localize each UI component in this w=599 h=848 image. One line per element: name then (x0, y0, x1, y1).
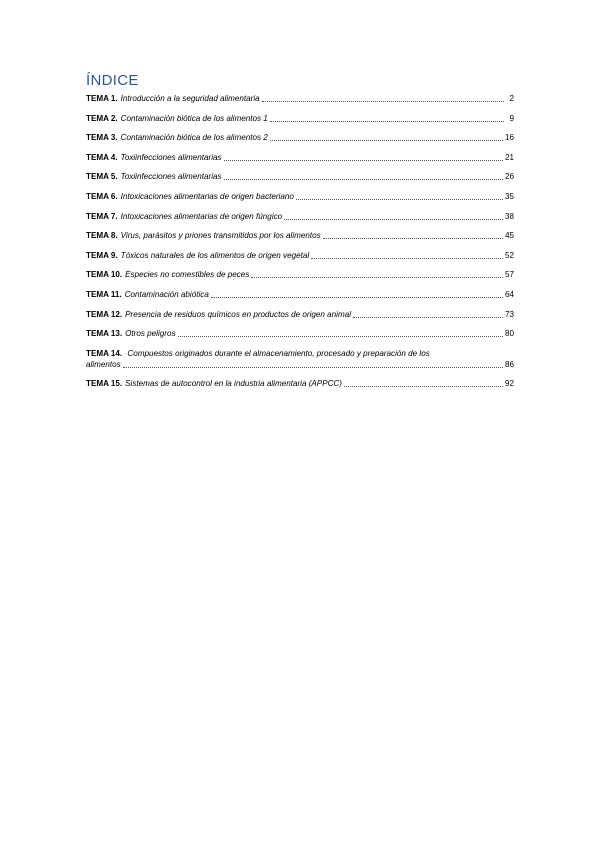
toc-entry-title: Toxiinfecciones alimentarias (120, 172, 222, 182)
toc-entry-title: Especies no comestibles de peces (125, 270, 250, 280)
toc-entry-page: 16 (504, 133, 514, 143)
toc-entry-title: Tóxicos naturales de los alimentos de origen vegetal (120, 250, 310, 260)
dot-leader (251, 276, 503, 278)
toc-entry-number: TEMA 4. (86, 152, 118, 162)
toc-entry-page: 45 (504, 231, 514, 241)
toc-entry-page: 26 (504, 172, 514, 182)
toc-entry[interactable] (86, 309, 514, 320)
toc-entry-page: 64 (504, 289, 514, 299)
dot-leader (178, 335, 503, 337)
toc-entry-number: TEMA 2. (86, 113, 118, 123)
toc-entry-title: Toxiinfecciones alimentarias (120, 152, 222, 162)
toc-entry-number: TEMA 7. (86, 211, 118, 221)
dot-leader (323, 237, 503, 239)
toc-entry-number: TEMA 6. (86, 191, 118, 201)
toc-entry-first-line (86, 348, 514, 359)
document-page (86, 72, 514, 398)
toc-entry-title: Sistemas de autocontrol en la industria alimentaria (APPCC) (125, 379, 342, 389)
toc-entry-number: TEMA 12. (86, 309, 123, 319)
toc-entry-page: 9 (509, 113, 514, 123)
toc-list (86, 93, 514, 389)
toc-entry[interactable] (86, 211, 514, 222)
toc-entry-title: Compuestos originados durante el almacenamiento, procesado y preparación de los (127, 348, 430, 358)
toc-entry-page: 38 (504, 211, 514, 221)
dot-leader (353, 316, 503, 318)
toc-entry-number: TEMA 13. (86, 329, 123, 339)
dot-leader (224, 178, 503, 180)
toc-entry-title: Intoxicaciones alimentarias de origen fúngico (120, 211, 283, 221)
dot-leader (296, 198, 503, 200)
toc-entry[interactable] (86, 289, 514, 300)
toc-entry-title: Otros peligros (125, 329, 176, 339)
toc-entry-second-line (86, 359, 514, 370)
dot-leader (211, 296, 503, 298)
toc-entry-page: 2 (509, 94, 514, 103)
dot-leader (123, 366, 503, 368)
toc-entry[interactable] (86, 113, 514, 124)
toc-entry-title: Intoxicaciones alimentarias de origen bacteriano (120, 191, 294, 201)
toc-entry-title: Presencia de residuos químicos en productos de origen animal (125, 309, 351, 319)
toc-entry-number: TEMA 5. (86, 172, 118, 182)
toc-entry-title: Contaminación biótica de los alimentos 2 (120, 133, 268, 143)
toc-entry-number: TEMA 9. (86, 250, 118, 260)
toc-entry[interactable] (86, 152, 514, 163)
dot-leader (284, 218, 503, 220)
toc-entry-title-continued: alimentos (86, 359, 121, 369)
dot-leader (270, 120, 504, 122)
toc-entry-number: TEMA 3. (86, 133, 118, 143)
toc-entry[interactable] (86, 93, 514, 104)
toc-entry-title: Virus, parásitos y priones transmitidos por los alimentos (120, 231, 321, 241)
toc-entry-page: 57 (504, 270, 514, 280)
toc-entry-title: Contaminación biótica de los alimentos 1 (120, 113, 268, 123)
toc-entry-number: TEMA 8. (86, 231, 118, 241)
toc-entry-page: 80 (504, 329, 514, 339)
dot-leader (224, 159, 503, 161)
toc-entry[interactable] (86, 328, 514, 339)
toc-entry[interactable] (86, 191, 514, 202)
dot-leader (344, 385, 503, 387)
toc-entry-page: 35 (504, 191, 514, 201)
toc-entry-number: TEMA 14. (86, 348, 123, 358)
toc-entry[interactable] (86, 269, 514, 280)
toc-entry[interactable] (86, 132, 514, 143)
toc-entry[interactable] (86, 250, 514, 261)
toc-entry-number: TEMA 1. (86, 94, 118, 103)
dot-leader (262, 100, 504, 102)
toc-entry-page: 21 (504, 152, 514, 162)
toc-entry-page: 86 (504, 359, 514, 369)
toc-entry-page: 92 (504, 379, 514, 389)
toc-entry[interactable] (86, 230, 514, 241)
toc-entry-number: TEMA 15. (86, 379, 123, 389)
dot-leader (270, 139, 503, 141)
toc-entry-title: Contaminación abiótica (124, 289, 209, 299)
toc-entry[interactable] (86, 348, 514, 370)
toc-entry[interactable] (86, 171, 514, 182)
toc-heading: ÍNDICE (86, 72, 139, 89)
dot-leader (311, 257, 503, 259)
toc-entry[interactable] (86, 378, 514, 389)
toc-entry-number: TEMA 11. (86, 289, 122, 299)
toc-entry-page: 52 (504, 250, 514, 260)
toc-entry-title: Introducción a la seguridad alimentaria (120, 94, 260, 103)
toc-entry-page: 73 (504, 309, 514, 319)
toc-entry-number: TEMA 10. (86, 270, 123, 280)
